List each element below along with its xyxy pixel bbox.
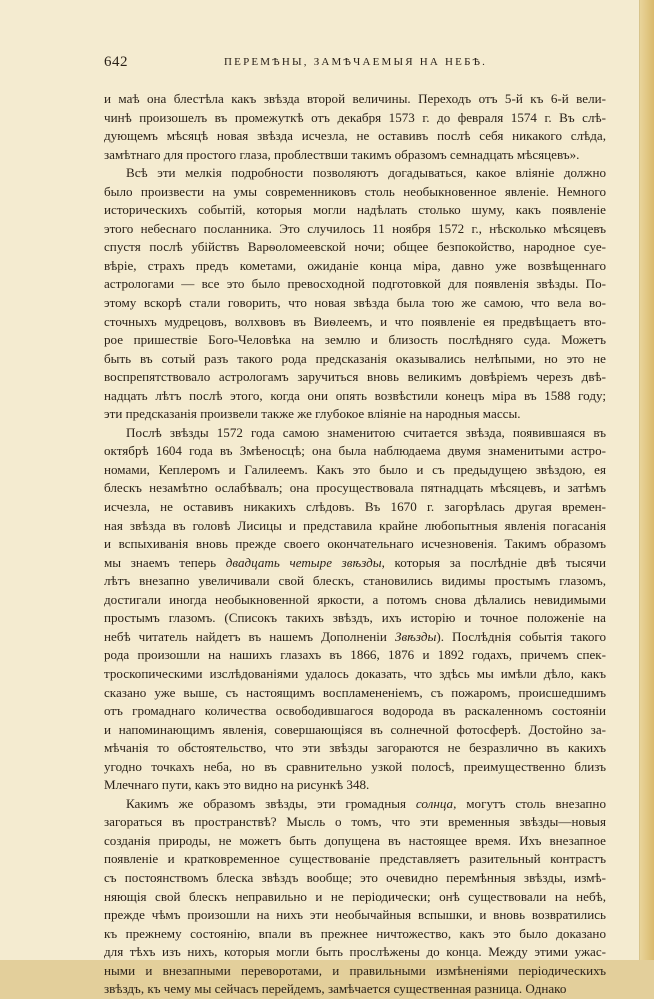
text-line: Какимъ же образомъ звѣзды, эти громадныя солнца, могутъ столь внезапно [126,795,606,811]
text-line: съ постоянствомъ блеска звѣздъ вообще; это очевидно перемѣнныя звѣзды, измѣ- [104,869,606,885]
text-line: Послѣ звѣзды 1572 года самою знаменитою считается звѣзда, появившаяся въ [126,424,606,440]
text-line: мѣчанія то обстоятельство, что эти звѣзды загораются не безразлично въ какихъ [104,740,606,756]
text-line: быть въ сотый разъ такого рода предсказанія оказывались нелѣпыми, но это не [104,350,606,366]
text-line: октябрѣ 1604 года въ Змѣеносцѣ; она была наблюдаема двумя знаменитыми астро- [104,443,606,459]
text-line: рое пришествіе Бого-Человѣка на землю и близость послѣдняго суда. Можетъ [104,332,606,348]
body-text [104,90,606,999]
text-line: для тѣхъ изъ нихъ, которыя могли быть прослѣжены до конца. Между этими ужас- [104,944,606,960]
italic-phrase: солнца [415,795,454,811]
text-line: созданія природы, не можетъ быть допущена въ настоящее время. Ихъ внезапное [104,832,606,848]
text-line: астрологами — все это было превосходной подготовкой для появленія звѣзды. По- [104,276,606,292]
text-line: вѣріе, страхъ предъ кометами, ожиданіе конца міра, давно уже возвѣщеннаго [104,257,606,273]
text-line: блескъ незамѣтно ослабѣвалъ; она просуществовала пятнадцать мѣсяцевъ, и затѣмъ [104,480,606,496]
text-line: спустя послѣ убійствъ Варѳоломеевской ночи; общее безпокойство, народное суе- [104,239,606,255]
text-line: достигали иногда необыкновенной яркости, а потомъ снова дѣлались невидимыми [104,591,606,607]
text-line: загораться въ пространствѣ? Мысль о томъ, что эти временныя звѣзды—новыя [104,814,606,830]
text-line: угодно точкахъ неба, но въ сравнительно узкой полосѣ, преимущественно близъ [104,758,606,774]
text-line: и маѣ она блестѣла какъ звѣзда второй величины. Переходъ отъ 5-й къ 6-й вели- [104,91,606,106]
text-line: небѣ читатель найдетъ въ нашемъ Дополненіи Звѣзды). Послѣднія событія такого [104,628,607,644]
text-line: Всѣ эти мелкія подробности позволяютъ догадываться, какое вліяніе должно [126,165,606,181]
text-line: историческихъ событій, которыя могли надѣлать столько шуму, какъ появленіе [104,202,606,218]
text-line: и напоминающимъ явленія, совершающіяся въ солнечной фотосферѣ. Достойно за- [104,721,606,737]
text-line: исчезла, не оставивъ никакихъ слѣдовъ. Въ 1670 г. загорѣлась другая времен- [104,499,606,515]
text-line: воспрепятствовало астрологамъ заручиться вновь великимъ довѣріемъ черезъ двѣ- [104,369,606,385]
text-line: сказано уже выше, съ настоящимъ воспламененіемъ, съ пожаромъ, происшедшимъ [104,684,606,700]
text-line: мы знаемъ теперь двадцать четыре звѣзды, которыя за послѣдніе двѣ тысячи [104,554,606,570]
text-line: дующемъ мѣсяцѣ новая звѣзда исчезла, не оставивъ послѣ себя никакого слѣда, [104,128,606,144]
text-line: сточныхъ мудрецовъ, волхвовъ въ Виѳлеемъ, и что появленіе ея предвѣщаетъ вто- [104,313,606,329]
text-line: ная звѣзда въ головѣ Лисицы и представила крайне любопытныя явленія погасанія [104,517,606,533]
text-line: звѣздъ, къ чему мы сейчасъ перейдемъ, замѣчается существенная разница. Однако [104,981,567,997]
paragraph-1 [104,90,606,164]
text-line: няющія свой блескъ неправильно и не періодически; онѣ существовали на небѣ, [104,888,606,904]
text-line: троскопическими изслѣдованіями удалось доказать, что здѣсь мы имѣли дѣло, какъ [104,665,606,681]
text-line: простымъ глазомъ. (Списокъ такихъ звѣздъ, ихъ исторію и точное положеніе на [104,610,606,626]
text-line: отъ громаднаго количества освободившагося водорода въ раскаленномъ состояніи [104,703,606,719]
paragraph-3 [104,424,606,795]
text-line: номами, Кеплеромъ и Галилеемъ. Какъ это было и съ предыдущею звѣздою, ея [104,461,606,477]
page-header [104,54,604,74]
text-line: ными и внезапными переворотами, и правильными измѣненіями періодическихъ [104,962,606,978]
text-line: рода произошли на нашихъ глазахъ въ 1866, 1876 и 1892 годахъ, причемъ спек- [104,647,606,663]
paragraph-4 [104,795,606,999]
text-line: замѣтнаго для простого глаза, проблествши такимъ образомъ семнадцать мѣсяцевъ». [104,146,580,162]
text-line: лѣтъ внезапно увеличивали свой блескъ, становились видимы простымъ глазомъ, [104,573,606,589]
text-line: эти предсказанія произвели также же глубокое вліяніе на народныя массы. [104,406,521,422]
page-edge [640,0,654,960]
page-number: 642 [104,54,128,70]
text-line: къ прежнему состоянію, впали въ прежнее ничтожество, какъ это было доказано [104,925,606,941]
text-line: надцать лѣтъ послѣ этого, когда они опять возвѣстили конецъ міра въ 1588 году; [104,387,606,403]
paragraph-2 [104,164,606,424]
running-title: ПЕРЕМѢНЫ, ЗАМѢЧАЕМЫЯ НА НЕБѢ. [224,56,488,68]
text-line: было произвести на умы современниковъ столь необыкновенное явленіе. Немного [104,183,606,199]
text-line: появленіе и кратковременное существованіе представляетъ разительный контрастъ [104,851,606,867]
italic-phrase: двадцать четыре звѣзды [225,554,382,570]
text-line: Млечнаго пути, какъ это видно на рисункѣ 348. [104,777,370,793]
text-line: чинѣ произошелъ въ промежуткѣ отъ декабря 1573 г. до февраля 1574 г. Въ слѣ- [104,109,606,125]
text-line: этому вскорѣ стали говорить, что новая звѣзда была тою же самою, что вела во- [104,295,606,311]
text-line: и вспыхиванія вновь прежде своего окончательнаго исчезновенія. Такимъ образомъ [104,536,606,552]
text-line: этого небеснаго посланника. Это случилось 11 ноября 1572 г., нѣсколько мѣсяцевъ [104,220,606,236]
text-line: прежде чѣмъ произошли на нихъ эти необычайныя вспышки, и вновь возвратились [104,907,606,923]
italic-phrase: Звѣзды [395,628,437,644]
